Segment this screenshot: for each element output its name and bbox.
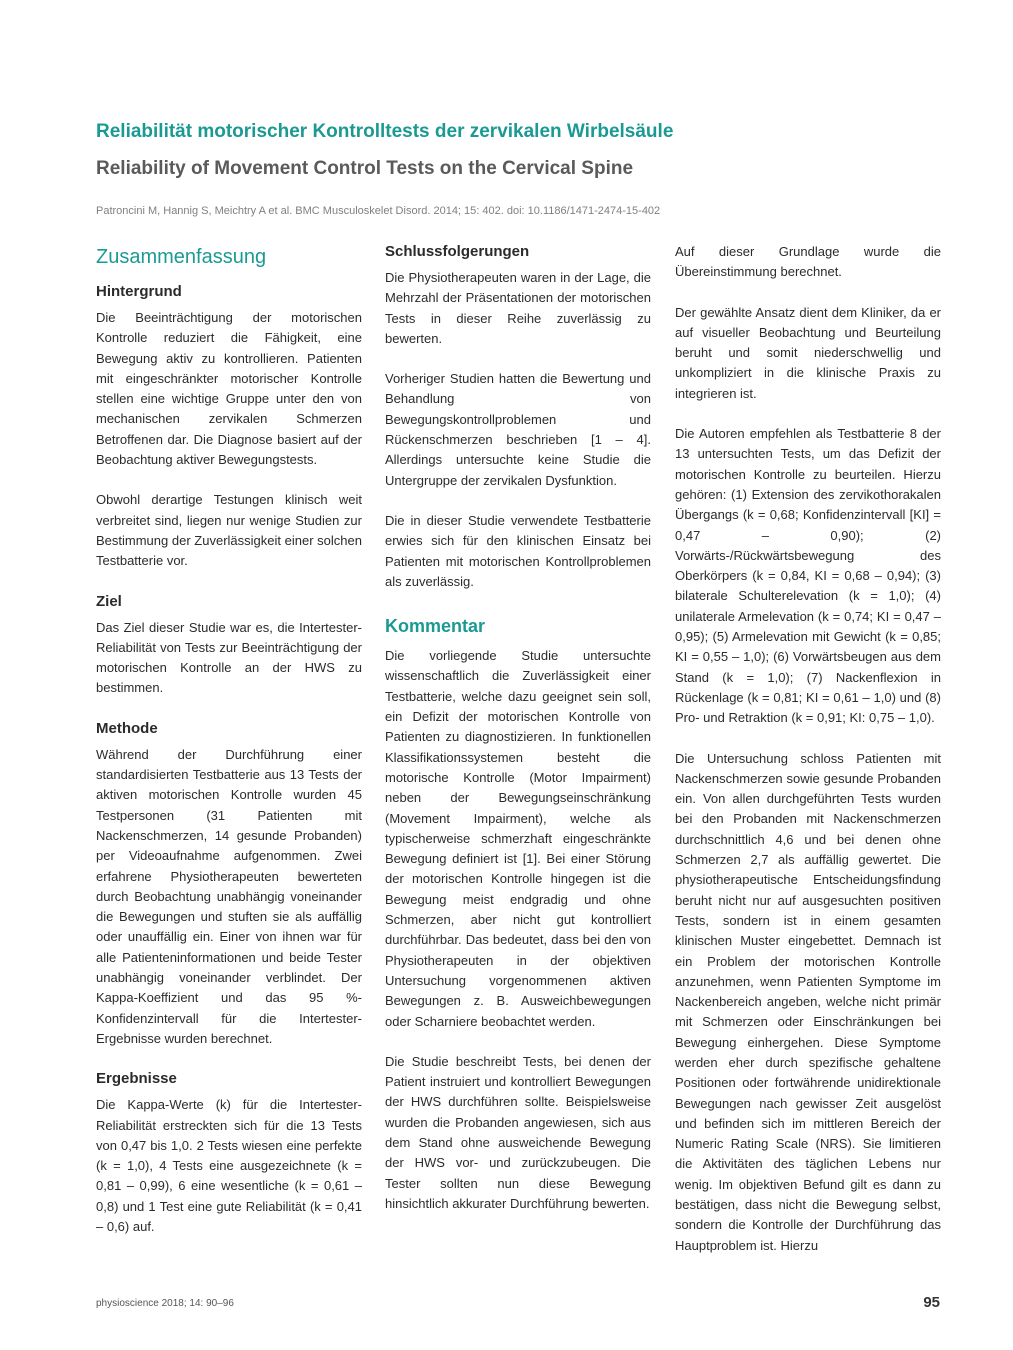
conclusions-heading: Schlussfolgerungen bbox=[385, 243, 530, 260]
aim-heading: Ziel bbox=[96, 592, 122, 610]
column-3-paragraph-4: Die Untersuchung schloss Patienten mit Nackenschmerzen sowie gesunde Probanden ein. Von allen durchgeführten Tests wurden bei den Probanden mit Nackenschmerzen durchschnittlich 4,6 und bei denen ohne Schmerzen 2,7 als auffällig gewertet. Die physiotherapeutische Entscheidungsfindung beruht nicht nur auf ausgesuchten positiven Tests, sondern ist in einem gesamten klinischen Muster eingebettet. Demnach ist ein Problem der motorischen Kontrolle anzunehmen, wenn Patienten Symptome im Nackenbereich angeben, welche nicht primär mit Schmerzen oder Einschränkungen bei Bewegung einhergehen. Diese Symptome werden eher durch spezifische gehaltene Positionen oder fortwährende unidirektionale Bewegungen nach gewisser Zeit ausgelöst und befinden sich im mittleren Bereich der Numeric Rating Scale (NRS). Sie limitieren die Aktivitäten des täglichen Lebens nur wenig. Im objektiven Befund gilt es dann zu bestätigen, dass nicht die Bewegung selbst, sondern die Kontrolle der Durchführung das Hauptproblem ist. Hierzu bbox=[675, 750, 941, 1253]
aim-paragraph: Das Ziel dieser Studie war es, die Intertester-Reliabilität von Tests zur Beeinträchtigung der motorischen Kontrolle an der HWS zu bestimmen. bbox=[96, 619, 362, 696]
article-title-german: Reliabilität motorischer Kontrolltests der zervikalen Wirbelsäule bbox=[96, 121, 674, 142]
commentary-heading: Kommentar bbox=[385, 616, 486, 637]
journal-footer: physioscience 2018; 14: 90–96 bbox=[96, 1298, 234, 1309]
results-paragraph: Die Kappa-Werte (k) für die Intertester-Reliabilität erstreckten sich für die 13 Tests von 0,47 bis 1,0. 2 Tests wiesen eine perfekte (k = 1,0), 4 Tests eine ausgezeichnete (k = 0,81 – 0,99), 6 eine wesentliche (k = 0,61 – 0,8) und 1 Test eine gute Reliabilität (k = 0,41 – 0,6) auf. bbox=[96, 1097, 362, 1234]
background-paragraph-2: Obwohl derartige Testungen klinisch weit verbreitet sind, liegen nur wenige Studien zur Bestimmung der Zuverlässigkeit einer solchen Testbatterie vor. bbox=[96, 492, 362, 569]
article-title-english: Reliability of Movement Control Tests on the Cervical Spine bbox=[96, 158, 634, 179]
column-2-paragraph-3: Die in dieser Studie verwendete Testbatterie erwies sich für den klinischen Einsatz bei Patienten mit motorischen Kontrollproblemen als zuverlässig. bbox=[385, 512, 651, 589]
column-1 bbox=[96, 242, 362, 1237]
commentary-paragraph-1: Die vorliegende Studie untersuchte wissenschaftlich die Zuverlässigkeit einer Testbatterie, welche dazu geeignet sein soll, ein Defizit der motorischen Kontrolle von Patienten zu diagnostizieren. In funktionellen Klassifikationssystemen besteht die motorische Kontrolle (Motor Impairment) neben der Bewegungseinschränkung (Movement Impairment), welche als typischerweise schmerzhaft eingeschränkte Bewegung definiert ist [1]. Bei einer Störung der motorischen Kontrolle hingegen ist die Bewegung meist endgradig und ohne Schmerzen, aber nicht gut kontrolliert durchführbar. Das bedeutet, dass bei den von Physiotherapeuten in der objektiven Untersuchung vorgenommenen aktiven Bewegungen z. B. Ausweichbewegungen oder Scharniere beobachtet werden. bbox=[385, 648, 651, 1029]
column-3-paragraph-2: Der gewählte Ansatz dient dem Kliniker, da er auf visueller Beobachtung und Beurteilung beruht und somit niederschwellig und unkompliziert in die klinische Praxis zu integrieren ist. bbox=[675, 304, 941, 401]
column-3-paragraph-3: Die Autoren empfehlen als Testbatterie 8 der 13 untersuchten Tests, um das Defizit der motorischen Kontrolle zu beurteilen. Hierzu gehören: (1) Extension des zervikothorakalen Übergangs (k = 0,68; Konfidenzintervall [KI] = 0,47 – 0,90); (2) Vorwärts-/Rückwärtsbewegung des Oberkörpers (k = 0,84, KI = 0,68 – 0,94); (3) bilaterale Schulterelevation (k = 1,0); (4) unilaterale Armelevation (k = 0,74; KI = 0,47 – 0,95); (5) Armelevation mit Gewicht (k = 0,85; KI = 0,55 – 1,0); (6) Vorwärtsbeugen aus dem Stand (k = 1,0); (7) Nackenflexion in Rückenlage (k = 0,81; KI = 0,61 – 1,0) und (8) Pro- und Retraktion (k = 0,91; KI: 0,75 – 1,0). bbox=[675, 426, 941, 726]
page-number: 95 bbox=[923, 1294, 940, 1311]
background-heading: Hintergrund bbox=[96, 283, 182, 300]
column-3-paragraph-1: Auf dieser Grundlage wurde die Übereinstimmung berechnet. bbox=[675, 244, 941, 280]
method-heading: Methode bbox=[96, 719, 158, 737]
background-paragraph-1: Die Beeinträchtigung der motorischen Kontrolle reduziert die Fähigkeit, eine Bewegung aktiv zu kontrollieren. Patienten mit eingeschränkter motorischer Kontrolle stellen eine wichtige Gruppe unter den von mechanischen zervikalen Schmerzen Betroffenen dar. Die Diagnose basiert auf der Beobachtung aktiver Bewegungstests. bbox=[96, 310, 362, 468]
conclusions-paragraph: Die Physiotherapeuten waren in der Lage, die Mehrzahl der Präsentationen der motorischen Tests in dieser Reihe zuverlässig zu bewerten. bbox=[385, 270, 651, 346]
citation: Patroncini M, Hannig S, Meichtry A et al. BMC Musculoskelet Disord. 2014; 15: 402. doi: 10.1186/1471-2474-15-402 bbox=[96, 205, 661, 217]
results-heading: Ergebnisse bbox=[96, 1070, 177, 1088]
column-3 bbox=[675, 242, 941, 1256]
summary-heading: Zusammenfassung bbox=[96, 246, 267, 268]
commentary-paragraph-2: Die Studie beschreibt Tests, bei denen der Patient instruiert und kontrolliert Bewegungen der HWS durchführen sollte. Beispielsweise wurden die Probanden angewiesen, sich aus dem Stand ohne ausweichende Bewegung der HWS vor- und zurückzubeugen. Die Tester sollten nun diese Bewegung hinsichtlich akkurater Durchführung bewerten. bbox=[385, 1053, 651, 1211]
method-paragraph: Während der Durchführung einer standardisierten Testbatterie aus 13 Tests der aktiven motorischen Kontrolle wurden 45 Testpersonen (31 Patienten mit Nackenschmerzen, 14 gesunde Probanden) per Videoaufnahme aufgenommen. Zwei erfahrene Physiotherapeuten bewerteten durch Beobachtung unabhängig voneinander die Bewegungen und stuften sie als auffällig oder unauffällig ein. Einer von ihnen war für alle Patienteninformationen und beide Tester unabhängig voneinander verblindet. Der Kappa-Koeffizient und das 95 %-Konfidenzintervall für die Intertester-Ergebnisse wurden berechnet. bbox=[96, 746, 362, 1046]
column-2-paragraph-2: Vorheriger Studien hatten die Bewertung und Behandlung von Bewegungskontrollproblemen und Rückenschmerzen beschrieben [1 – 4]. Allerdings untersuchte keine Studie die Untergruppe der zervikalen Dysfunktion. bbox=[385, 371, 651, 488]
column-2 bbox=[385, 242, 651, 1214]
